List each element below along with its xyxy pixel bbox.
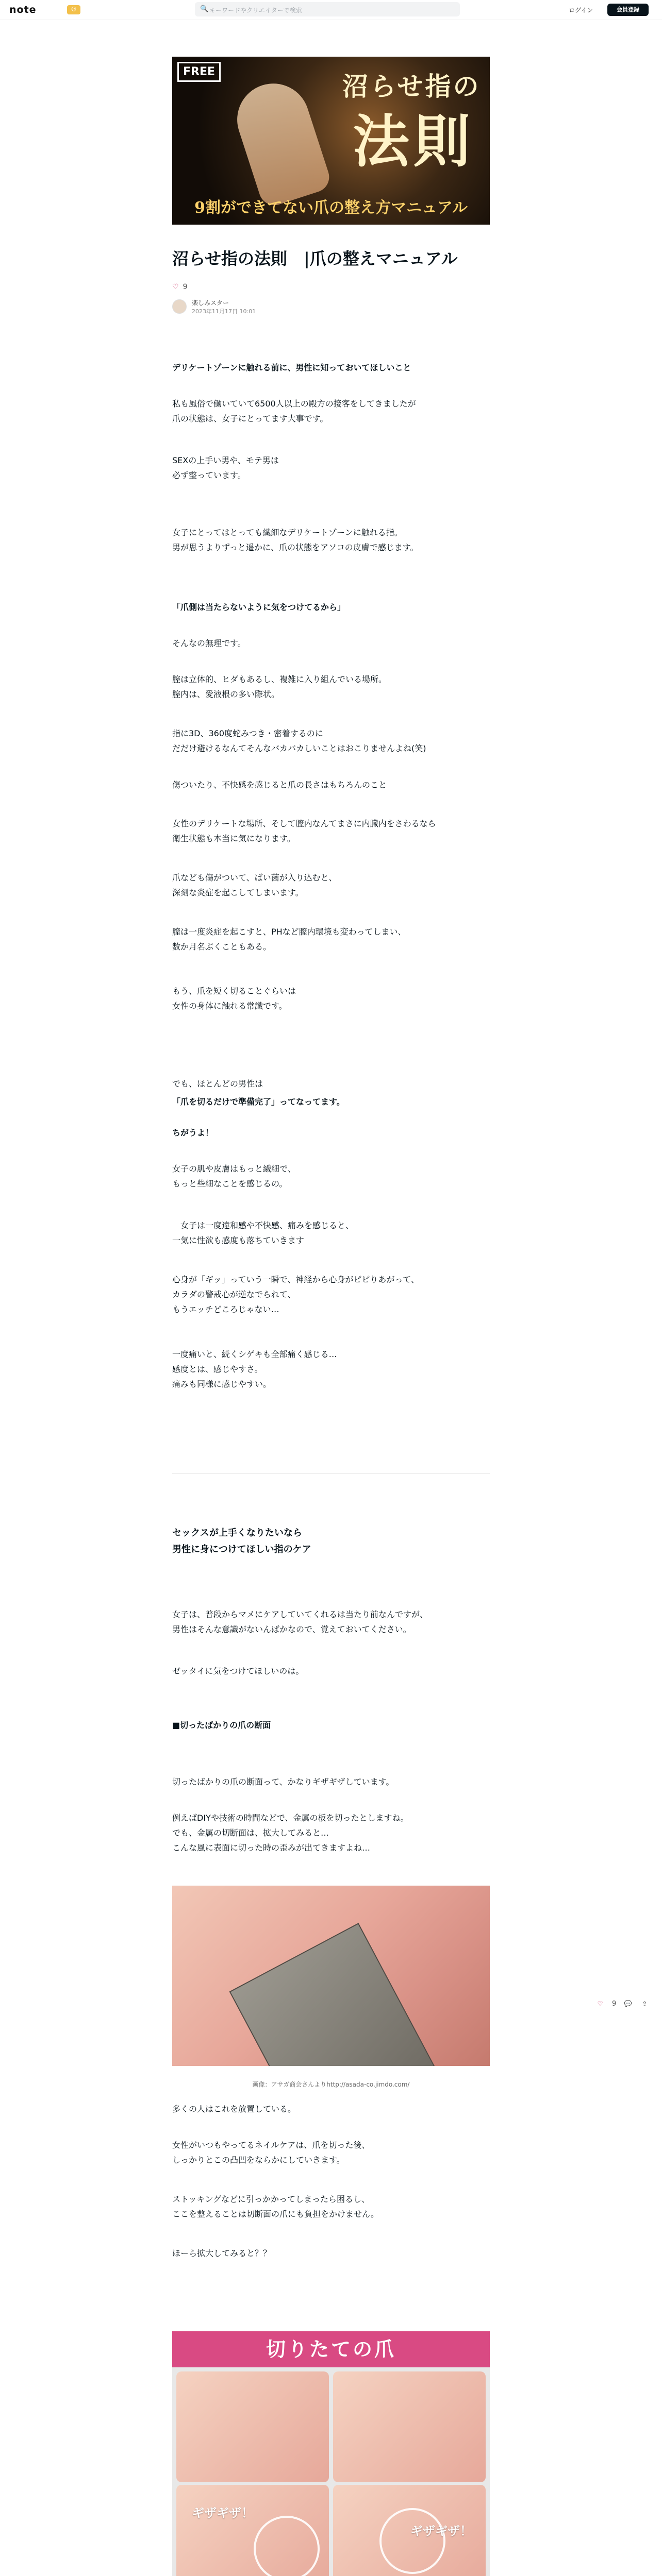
floating-like-count: 9 [612,1999,617,2008]
paragraph-1: 私も風俗で働いていて6500人以上の殿方の接客をしてきましたが 爪の状態は、女子にとってます大事です。 [172,399,416,423]
article-title: 沼らせ指の法則 |爪の整えマニュアル [172,249,458,268]
heading-2: 「爪側は当たらないように気をつけてるから」 [172,602,346,612]
floating-action-bar [595,1999,649,2008]
search-icon: 🔍 [200,5,209,13]
paragraph-14: ちがうよ！ [172,1128,214,1138]
paragraph-2: SEXの上手い男や、モテ男は 必ず整っています。 [172,455,279,480]
note-logo[interactable]: note [9,4,37,15]
paragraph-22: 例えばDIYや技術の時間などで、金属の板を切ったとしますね。 でも、金属の切断面は、拡大してみると… こんな風に表面に切った時の歪みが出てきますよね… [172,1813,409,1853]
nail-photo-1 [176,2371,329,2482]
file-edge-photo [172,1886,490,2066]
heading-4: ■切ったばかりの爪の断面 [172,1720,271,1730]
comment-icon[interactable]: 💬 [624,2000,632,2007]
photo-caption: 画像：アサガ商会さんよりhttp://asada-co.jimdo.com/ [252,2081,410,2088]
paragraph-20: ゼッタイに気をつけてほしいのは。 [172,1666,304,1676]
nail-photo-2 [333,2371,486,2482]
hand-illustration [228,74,333,209]
author-row[interactable] [172,298,490,315]
paragraph-24: 女性がいつもやってるネイルケアは、爪を切った後、 しっかりとこの凸凹をならかにしていきます。 [172,2140,370,2165]
paragraph-15: 女子の肌や皮膚はもっと繊細で、 もっと些細なことを感じるの。 [172,1164,296,1189]
signup-button[interactable]: 会員登録 [607,4,649,16]
paragraph-10: 膣は一度炎症を起こすと、PHなど膣内環境も変わってしまい、 数か月名ぶくこともある。 [172,927,406,952]
zoom-ring-icon [379,2508,445,2574]
nail-photo-4 [333,2485,486,2576]
paragraph-12: でも、ほとんどの男性は [172,1079,263,1089]
search-bar[interactable] [195,2,460,16]
like-count: 9 [183,282,188,291]
paragraph-21: 切ったばかりの爪の断面って、かなりギザギザしています。 [172,1777,394,1787]
share-icon[interactable]: ⇪ [642,2000,648,2007]
article-header [172,247,490,315]
heading-3: セックスが上手くなりたいなら 男性に身につけてほしい指のケア [172,1528,311,1555]
paragraph-19: 女子は、普段からマメにケアしていてくれるは当たり前なんですが、 男性はそんな意識がないんばかなので、覚えておいてください。 [172,1609,428,1634]
hero-subtitle: 9割ができてない爪の整え方マニュアル [194,199,468,217]
paragraph-5: 膣は立体的、ヒダもあるし、複雑に入り組んでいる場所。 膣内は、愛液根の多い際状。 [172,674,387,699]
paragraph-23: 多くの人はこれを放置している。 [172,2104,296,2114]
paragraph-7: 傷ついたり、不快感を感じると爪の長さはもちろんのこと [172,780,387,790]
heart-icon[interactable]: ♡ [172,282,179,291]
free-badge: FREE [177,62,221,82]
paragraph-4: そんなの無理です。 [172,638,246,648]
badge-icon: ☺ [67,5,80,14]
zoom-ring-icon [254,2516,320,2576]
paragraph-11: もう、爪を短く切ることぐらいは 女性の身体に触れる常識です。 [172,986,296,1011]
zigzag-label-2: ギザギザ！ [410,2523,472,2538]
divider [172,1473,490,1474]
nail-photo-3 [176,2485,329,2576]
author-name[interactable]: 楽しみスター [192,299,229,307]
paragraph-3: 女子にとってはとっても繊細なデリケートゾーンに触れる指。 男が思うよりずっと遥かに、爪の状態をアソコの皮膚で感じます。 [172,528,419,552]
login-link[interactable]: ログイン [569,7,593,14]
paragraph-26: ほーら拡大してみると？？ [172,2248,272,2258]
search-placeholder: キーワードやクリエイターで検索 [209,7,302,14]
publish-date: 2023年11月17日 10:01 [192,308,256,315]
like-row [172,283,490,291]
top-header [0,0,662,20]
paragraph-8: 女性のデリケートな場所、そして膣内なんてまさに内臓内をさわるなら 衛生状態も本当に気になります。 [172,819,436,843]
section-banner: 切りたての爪 [172,2331,490,2367]
paragraph-9: 爪なども傷がついて、ばい菌が入り込むと、 深刻な炎症を起こしてしまいます。 [172,873,337,897]
paragraph-17: 心身が「ギッ」っていう一瞬で、神経から心身がピピりあがって、 カラダの警戒心が逆なでられて、 もうエッチどころじゃない… [172,1275,420,1314]
avatar[interactable] [172,299,187,314]
paragraph-16: 女子は一度違和感や不快感、痛みを感じると、 一気に性欲も感度も落ちていきます [172,1221,354,1245]
paragraph-13: 「爪を切るだけで準備完了」ってなってます。 [172,1097,345,1107]
metal-file-illustration [229,1923,437,2066]
zigzag-label-1: ギザギザ！ [192,2505,254,2520]
paragraph-6: 指に3D、360度蛇みつき・密着するのに だだけ避けるなんてそんなバカバカしいことはおこりませんよね(笑) [172,728,426,753]
heading-1: デリケートゾーンに触れる前に、男性に知っておいてほしいこと [172,363,411,372]
nail-photo-grid [172,2367,490,2576]
hero-title-line2: 法則 [353,108,474,175]
paragraph-18: 一度痛いと、続くシゲキも全部痛く感じる… 感度とは、感じやすさ。 痛みも同様に感じやすい。 [172,1349,337,1389]
hero-image [172,57,490,225]
heart-icon[interactable]: ♡ [597,2000,603,2007]
hero-title-line1: 沼らせ指の [342,71,481,101]
paragraph-25: ストッキングなどに引っかかってしまったら困るし、 ここを整えることは切断面の爪にも負担をかけません。 [172,2194,379,2219]
